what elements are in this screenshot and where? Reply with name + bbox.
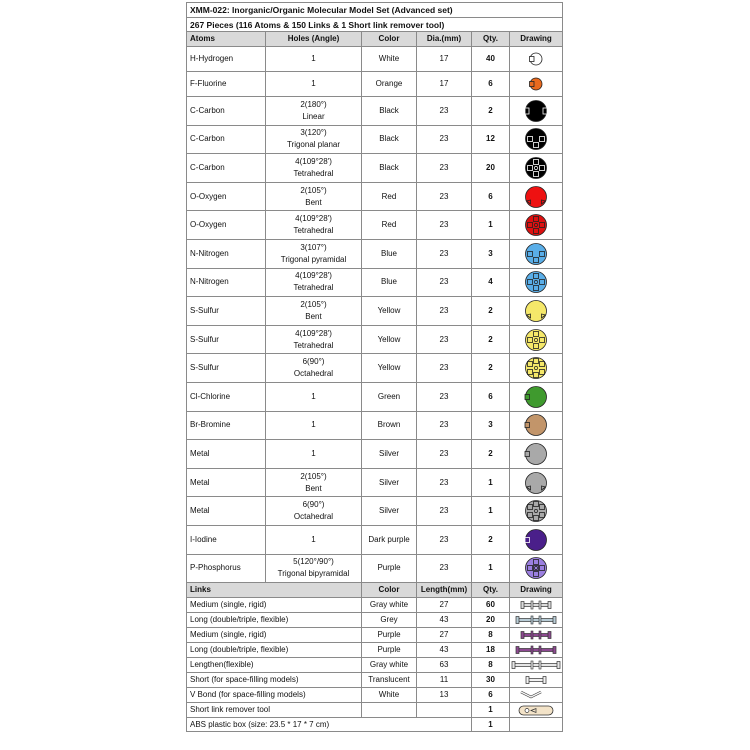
link-name: Short (for space-filling models) [187,673,362,688]
holes-column-header: Holes (Angle) [266,32,362,47]
document-subtitle: 267 Pieces (116 Atoms & 150 Links & 1 Short link remover tool) [187,18,563,32]
atom-quantity: 6 [472,182,510,211]
link-name: Long (double/triple, flexible) [187,613,362,628]
link-color: Gray white [362,598,417,613]
link-row [187,628,563,643]
atom-name: S-Sulfur [187,297,266,326]
atom-name: C-Carbon [187,97,266,126]
atom-row [187,182,563,211]
atom-quantity: 1 [472,497,510,526]
atom-drawing [510,47,563,72]
atom-holes [266,72,362,97]
atom-name: F-Fluorine [187,72,266,97]
atom-color: Blue [362,239,417,268]
atom-holes [266,468,362,497]
atom-color: Red [362,211,417,240]
color-column-header: Color [362,32,417,47]
atom-quantity: 6 [472,382,510,411]
link-quantity: 8 [472,658,510,673]
atom-drawing [510,297,563,326]
link-drawing [510,613,563,628]
atom-quantity: 20 [472,154,510,183]
holes-geometry: Trigonal pyramidal [280,254,347,264]
v-bond-link-icon [511,688,561,702]
atom-holes [266,47,362,72]
atoms-column-header: Atoms [187,32,266,47]
atom-row [187,72,563,97]
metal-octahedral-atom-icon [523,499,549,523]
atom-quantity: 2 [472,525,510,554]
drawing-column-header: Drawing [510,32,563,47]
link-quantity: 20 [472,613,510,628]
atom-drawing [510,554,563,583]
atom-diameter: 23 [417,525,472,554]
atom-name: Metal [187,468,266,497]
atom-diameter: 23 [417,554,472,583]
holes-geometry: Tetrahedral [293,226,334,236]
atom-drawing [510,239,563,268]
nitrogen-tetrahedral-atom-icon [523,270,549,294]
link-row [187,673,563,688]
atom-diameter: 23 [417,411,472,440]
atom-holes [266,440,362,469]
atom-quantity: 2 [472,97,510,126]
atom-name: Metal [187,497,266,526]
holes-geometry: Tetrahedral [293,283,334,293]
quantity-column-header: Qty. [472,32,510,47]
link-quantity: 8 [472,628,510,643]
document-title: XMM-022: Inorganic/Organic Molecular Model Set (Advanced set) [187,3,563,18]
atom-diameter: 23 [417,354,472,383]
atom-color: Blue [362,268,417,297]
atom-holes [266,325,362,354]
atom-holes [266,297,362,326]
atom-color: Dark purple [362,525,417,554]
holes-angle: 1 [311,534,316,544]
atom-drawing [510,268,563,297]
link-quantity: 1 [472,703,510,718]
link-length [417,703,472,718]
atom-holes [266,239,362,268]
link-length: 11 [417,673,472,688]
holes-angle: 3(107°) [300,242,327,252]
holes-geometry: Bent [305,483,322,493]
holes-angle: 4(109°28') [295,271,332,281]
atom-color: White [362,47,417,72]
atom-drawing [510,525,563,554]
nitrogen-pyramidal-atom-icon [523,242,549,266]
atom-diameter: 23 [417,440,472,469]
holes-angle: 2(105°) [300,299,327,309]
atom-quantity: 2 [472,325,510,354]
atom-diameter: 23 [417,382,472,411]
atom-quantity: 1 [472,468,510,497]
carbon-tetrahedral-atom-icon [523,156,549,180]
link-length: 63 [417,658,472,673]
atom-diameter: 17 [417,47,472,72]
holes-angle: 1 [311,54,316,63]
atom-name: N-Nitrogen [187,268,266,297]
link-drawing [510,673,563,688]
atom-row [187,411,563,440]
chlorine-atom-icon [523,385,549,409]
atom-quantity: 1 [472,211,510,240]
holes-angle: 4(109°28') [295,214,332,224]
link-row [187,643,563,658]
link-row [187,688,563,703]
atom-name: Br-Bromine [187,411,266,440]
atom-name: C-Carbon [187,154,266,183]
link-drawing [510,658,563,673]
atoms-header-row [187,32,563,47]
link-color: Purple [362,643,417,658]
atom-drawing [510,72,563,97]
sulfur-bent-atom-icon [523,299,549,323]
long-flexible-purple-link-icon [511,643,561,657]
atom-name: O-Oxygen [187,211,266,240]
link-drawing [510,688,563,703]
link-length: 27 [417,598,472,613]
link-color: Translucent [362,673,417,688]
atom-diameter: 23 [417,97,472,126]
atom-color: Silver [362,440,417,469]
atom-holes [266,154,362,183]
atom-holes [266,354,362,383]
link-length: 43 [417,643,472,658]
atom-quantity: 2 [472,354,510,383]
atom-name: H-Hydrogen [187,47,266,72]
atom-quantity: 1 [472,554,510,583]
atom-quantity: 6 [472,72,510,97]
holes-angle: 6(90°) [302,500,325,510]
atom-diameter: 23 [417,182,472,211]
link-row [187,658,563,673]
link-drawing-column-header: Drawing [510,583,563,598]
link-color: Grey [362,613,417,628]
holes-angle: 6(90°) [302,357,325,367]
atom-color: Yellow [362,297,417,326]
link-name: Medium (single, rigid) [187,628,362,643]
atom-drawing [510,382,563,411]
link-row [187,703,563,718]
link-row [187,613,563,628]
atom-holes [266,268,362,297]
atom-row [187,354,563,383]
atom-holes [266,125,362,154]
phosphorus-atom-icon [523,556,549,580]
link-name: Lengthen(flexible) [187,658,362,673]
atom-holes [266,382,362,411]
atom-row [187,97,563,126]
atom-diameter: 23 [417,125,472,154]
link-drawing [510,598,563,613]
atom-row [187,239,563,268]
atom-diameter: 23 [417,325,472,354]
atom-row [187,125,563,154]
holes-angle: 4(109°28') [295,328,332,338]
link-quantity: 6 [472,688,510,703]
atom-row [187,211,563,240]
atom-row [187,468,563,497]
link-color: Purple [362,628,417,643]
atom-quantity: 3 [472,239,510,268]
atom-drawing [510,354,563,383]
atom-diameter: 23 [417,468,472,497]
holes-geometry: Tetrahedral [293,168,334,178]
link-name: ABS plastic box (size: 23.5 * 17 * 7 cm) [187,718,472,732]
holes-geometry: Linear [302,111,325,121]
atom-row [187,525,563,554]
parts-table [186,2,563,732]
atom-name: C-Carbon [187,125,266,154]
link-length-column-header: Length(mm) [417,583,472,598]
atom-quantity: 40 [472,47,510,72]
link-length: 13 [417,688,472,703]
atom-color: Yellow [362,354,417,383]
atom-drawing [510,497,563,526]
link-color: White [362,688,417,703]
atom-quantity: 12 [472,125,510,154]
link-row [187,598,563,613]
atom-color: Purple [362,554,417,583]
medium-rigid-purple-link-icon [511,628,561,642]
atom-row [187,325,563,354]
atom-name: N-Nitrogen [187,239,266,268]
atom-drawing [510,211,563,240]
atom-diameter: 23 [417,497,472,526]
medium-rigid-link-icon [511,598,561,612]
link-quantity: 1 [472,718,510,732]
atom-name: S-Sulfur [187,354,266,383]
atom-color: Yellow [362,325,417,354]
atom-row [187,382,563,411]
atom-drawing [510,440,563,469]
atom-color: Orange [362,72,417,97]
atom-color: Silver [362,468,417,497]
holes-angle: 1 [311,448,316,458]
atom-quantity: 4 [472,268,510,297]
atom-name: P-Phosphorus [187,554,266,583]
atom-holes [266,211,362,240]
link-color-column-header: Color [362,583,417,598]
atom-color: Green [362,382,417,411]
atom-name: Metal [187,440,266,469]
atom-diameter: 23 [417,154,472,183]
atom-drawing [510,468,563,497]
atom-color: Black [362,154,417,183]
atom-holes [266,97,362,126]
atom-diameter: 23 [417,211,472,240]
atom-name: I-Iodine [187,525,266,554]
atom-diameter: 17 [417,72,472,97]
link-remover-tool-icon [511,703,561,717]
atom-row [187,154,563,183]
holes-geometry: Trigonal bipyramidal [277,569,350,579]
holes-angle: 3(120°) [300,128,327,138]
atom-holes [266,182,362,211]
atom-quantity: 2 [472,297,510,326]
holes-angle: 5(120°/90°) [293,557,334,567]
links-column-header: Links [187,583,362,598]
atom-row [187,297,563,326]
link-quantity: 18 [472,643,510,658]
atom-color: Black [362,125,417,154]
atom-color: Red [362,182,417,211]
holes-angle: 4(109°28') [295,156,332,166]
links-header-row [187,583,563,598]
atom-diameter: 23 [417,268,472,297]
carbon-linear-atom-icon [523,99,549,123]
link-name: V Bond (for space-filling models) [187,688,362,703]
atom-row [187,554,563,583]
atom-diameter: 23 [417,239,472,268]
link-row [187,718,563,732]
atom-color: Black [362,97,417,126]
holes-geometry: Tetrahedral [293,340,334,350]
sulfur-tetrahedral-atom-icon [523,328,549,352]
diameter-column-header: Dia.(mm) [417,32,472,47]
atom-drawing [510,182,563,211]
link-drawing [510,718,563,732]
link-drawing [510,703,563,718]
holes-angle: 1 [311,391,316,401]
link-name: Medium (single, rigid) [187,598,362,613]
link-quantity-column-header: Qty. [472,583,510,598]
atom-name: S-Sulfur [187,325,266,354]
link-name: Short link remover tool [187,703,362,718]
atom-row [187,268,563,297]
sulfur-octahedral-atom-icon [523,356,549,380]
atom-color: Brown [362,411,417,440]
metal-one-hole-atom-icon [523,442,549,466]
oxygen-tetrahedral-atom-icon [523,213,549,237]
fluorine-atom-icon [523,72,549,96]
atom-row [187,47,563,72]
atom-holes [266,525,362,554]
atom-quantity: 3 [472,411,510,440]
parts-list-sheet [186,2,562,732]
bromine-atom-icon [523,413,549,437]
holes-angle: 1 [311,79,316,88]
atom-color: Silver [362,497,417,526]
carbon-trigonal-atom-icon [523,127,549,151]
holes-geometry: Trigonal planar [286,140,341,150]
atom-row [187,497,563,526]
lengthen-flexible-link-icon [511,658,561,672]
holes-geometry: Octahedral [293,369,334,379]
link-name: Long (double/triple, flexible) [187,643,362,658]
atom-name: O-Oxygen [187,182,266,211]
link-length: 27 [417,628,472,643]
atom-drawing [510,411,563,440]
link-length: 43 [417,613,472,628]
atom-holes [266,497,362,526]
metal-bent-atom-icon [523,471,549,495]
holes-angle: 2(105°) [300,471,327,481]
link-drawing [510,643,563,658]
iodine-atom-icon [523,528,549,552]
long-flexible-link-icon [511,613,561,627]
atom-holes [266,411,362,440]
hydrogen-atom-icon [523,47,549,71]
holes-angle: 2(180°) [300,99,327,109]
atom-drawing [510,97,563,126]
atom-holes [266,554,362,583]
holes-geometry: Bent [305,197,322,207]
link-quantity: 30 [472,673,510,688]
link-color [362,703,417,718]
holes-angle: 1 [311,420,316,430]
oxygen-bent-atom-icon [523,185,549,209]
atom-drawing [510,325,563,354]
short-space-filling-link-icon [511,673,561,687]
holes-geometry: Bent [305,311,322,321]
atom-drawing [510,125,563,154]
atom-row [187,440,563,469]
link-color: Gray white [362,658,417,673]
holes-angle: 2(105°) [300,185,327,195]
link-quantity: 60 [472,598,510,613]
atom-drawing [510,154,563,183]
holes-geometry: Octahedral [293,512,334,522]
atom-name: Cl-Chlorine [187,382,266,411]
atom-diameter: 23 [417,297,472,326]
link-drawing [510,628,563,643]
atom-quantity: 2 [472,440,510,469]
